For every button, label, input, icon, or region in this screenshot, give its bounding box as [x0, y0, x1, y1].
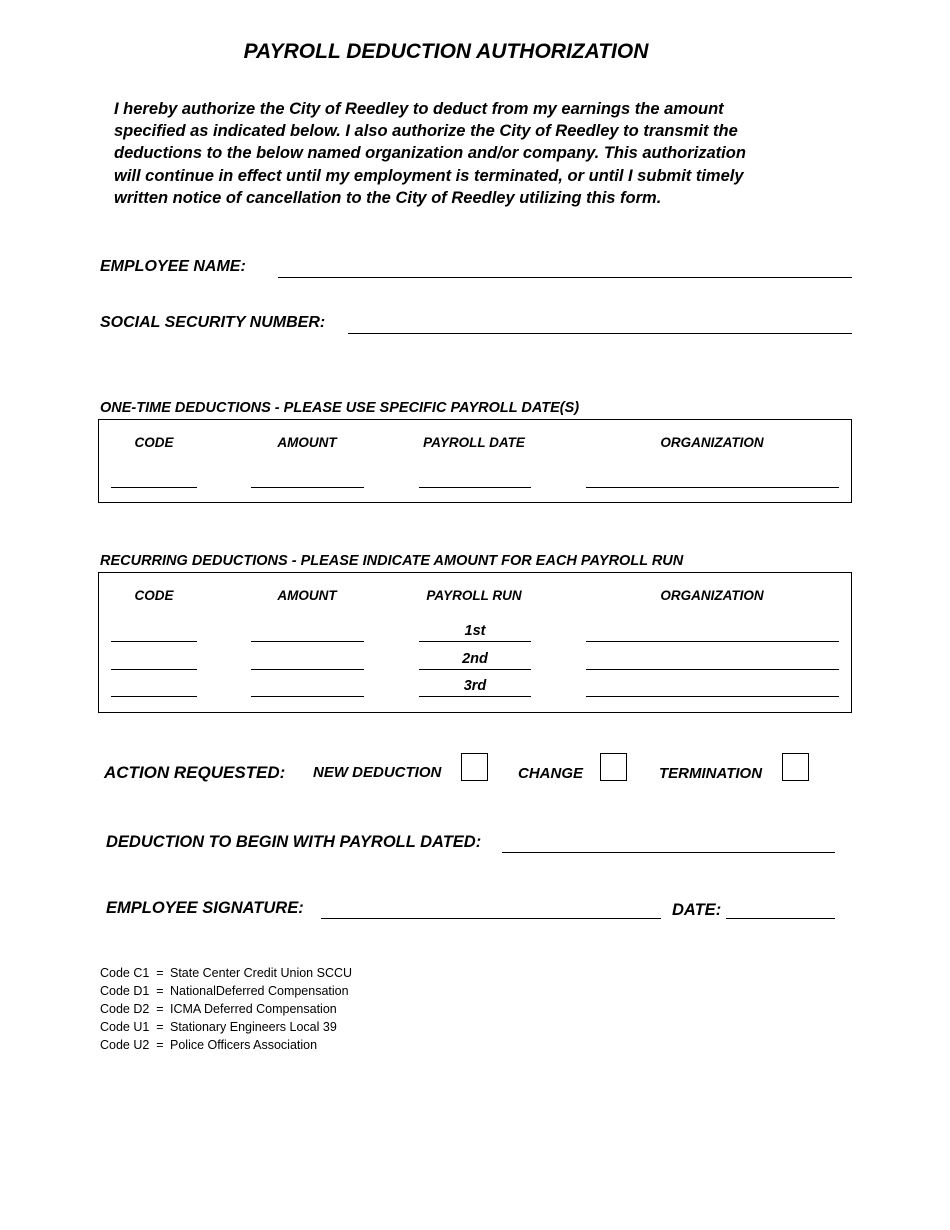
- col-organization: ORGANIZATION: [660, 588, 764, 603]
- code-id: Code D2 =: [100, 1002, 164, 1016]
- code-id: Code D1 =: [100, 984, 164, 998]
- change-label: CHANGE: [518, 765, 584, 782]
- recurring-code-field[interactable]: [111, 696, 197, 697]
- recurring-organization-field[interactable]: [586, 669, 839, 670]
- col-code: CODE: [134, 588, 174, 603]
- one-time-heading: ONE-TIME DEDUCTIONS - PLEASE USE SPECIFIC PAYROLL DATE(S): [100, 400, 580, 416]
- termination-checkbox[interactable]: [782, 753, 809, 781]
- code-legend-item: [100, 1018, 352, 1036]
- authorization-text: I hereby authorize the City of Reedley to deduct from my earnings the amount specified as indicated below. I also authorize the City of Reedley to transmit the deductions to the below named organization and/or company. This authorization will continue in effect until my employment is terminated, or until I submit timely written notice of cancellation to the City of Reedley utilizing this form.: [114, 100, 746, 207]
- one-time-amount-field[interactable]: [251, 487, 364, 488]
- one-time-date-field[interactable]: [419, 487, 531, 488]
- employee-signature-label: EMPLOYEE SIGNATURE:: [106, 899, 304, 917]
- recurring-organization-field[interactable]: [586, 696, 839, 697]
- termination-label: TERMINATION: [659, 765, 763, 782]
- ssn-field[interactable]: [348, 333, 852, 334]
- code-name: Stationary Engineers Local 39: [170, 1020, 337, 1034]
- new-deduction-label: NEW DEDUCTION: [313, 764, 442, 781]
- recurring-organization-field[interactable]: [586, 641, 839, 642]
- begin-payroll-date-field[interactable]: [502, 852, 835, 853]
- action-requested-label: ACTION REQUESTED:: [104, 763, 286, 782]
- code-legend-item: [100, 1036, 352, 1054]
- employee-name-field[interactable]: [278, 277, 852, 278]
- one-time-code-field[interactable]: [111, 487, 197, 488]
- ssn-label: SOCIAL SECURITY NUMBER:: [100, 314, 326, 331]
- change-checkbox[interactable]: [600, 753, 627, 781]
- code-legend-item: [100, 982, 352, 1000]
- payroll-run-label: 3rd: [463, 678, 487, 694]
- employee-name-label: EMPLOYEE NAME:: [100, 258, 246, 275]
- code-id: Code C1 =: [100, 966, 164, 980]
- new-deduction-checkbox[interactable]: [461, 753, 488, 781]
- code-name: Police Officers Association: [170, 1038, 318, 1052]
- recurring-amount-field[interactable]: [251, 641, 364, 642]
- code-name: ICMA Deferred Compensation: [170, 1002, 337, 1016]
- col-amount: AMOUNT: [277, 435, 337, 450]
- recurring-code-field[interactable]: [111, 641, 197, 642]
- col-amount: AMOUNT: [277, 588, 337, 603]
- payroll-run-line: [419, 696, 531, 697]
- one-time-organization-field[interactable]: [586, 487, 839, 488]
- payroll-run-label: 2nd: [462, 651, 488, 667]
- payroll-run-line: [419, 669, 531, 670]
- recurring-table: [98, 572, 852, 713]
- signature-date-field[interactable]: [726, 918, 835, 919]
- one-time-table: [98, 419, 852, 503]
- payroll-run-line: [419, 641, 531, 642]
- payroll-run-label: 1st: [464, 623, 486, 639]
- col-organization: ORGANIZATION: [660, 435, 764, 450]
- date-label: DATE:: [672, 901, 722, 919]
- begin-payroll-label: DEDUCTION TO BEGIN WITH PAYROLL DATED:: [106, 833, 482, 851]
- employee-signature-field[interactable]: [321, 918, 661, 919]
- recurring-amount-field[interactable]: [251, 669, 364, 670]
- recurring-heading: RECURRING DEDUCTIONS - PLEASE INDICATE AMOUNT FOR EACH PAYROLL RUN: [100, 553, 684, 569]
- code-legend-item: [100, 1000, 352, 1018]
- recurring-amount-field[interactable]: [251, 696, 364, 697]
- form-title: PAYROLL DEDUCTION AUTHORIZATION: [243, 40, 649, 63]
- code-legend-item: [100, 964, 352, 982]
- code-name: State Center Credit Union SCCU: [170, 966, 353, 980]
- code-id: Code U1 =: [100, 1020, 164, 1034]
- col-code: CODE: [134, 435, 174, 450]
- col-payroll-date: PAYROLL DATE: [423, 435, 525, 450]
- col-payroll-run: PAYROLL RUN: [426, 588, 522, 603]
- code-legend: [100, 964, 352, 1054]
- recurring-code-field[interactable]: [111, 669, 197, 670]
- code-id: Code U2 =: [100, 1038, 164, 1052]
- code-name: NationalDeferred Compensation: [170, 984, 349, 998]
